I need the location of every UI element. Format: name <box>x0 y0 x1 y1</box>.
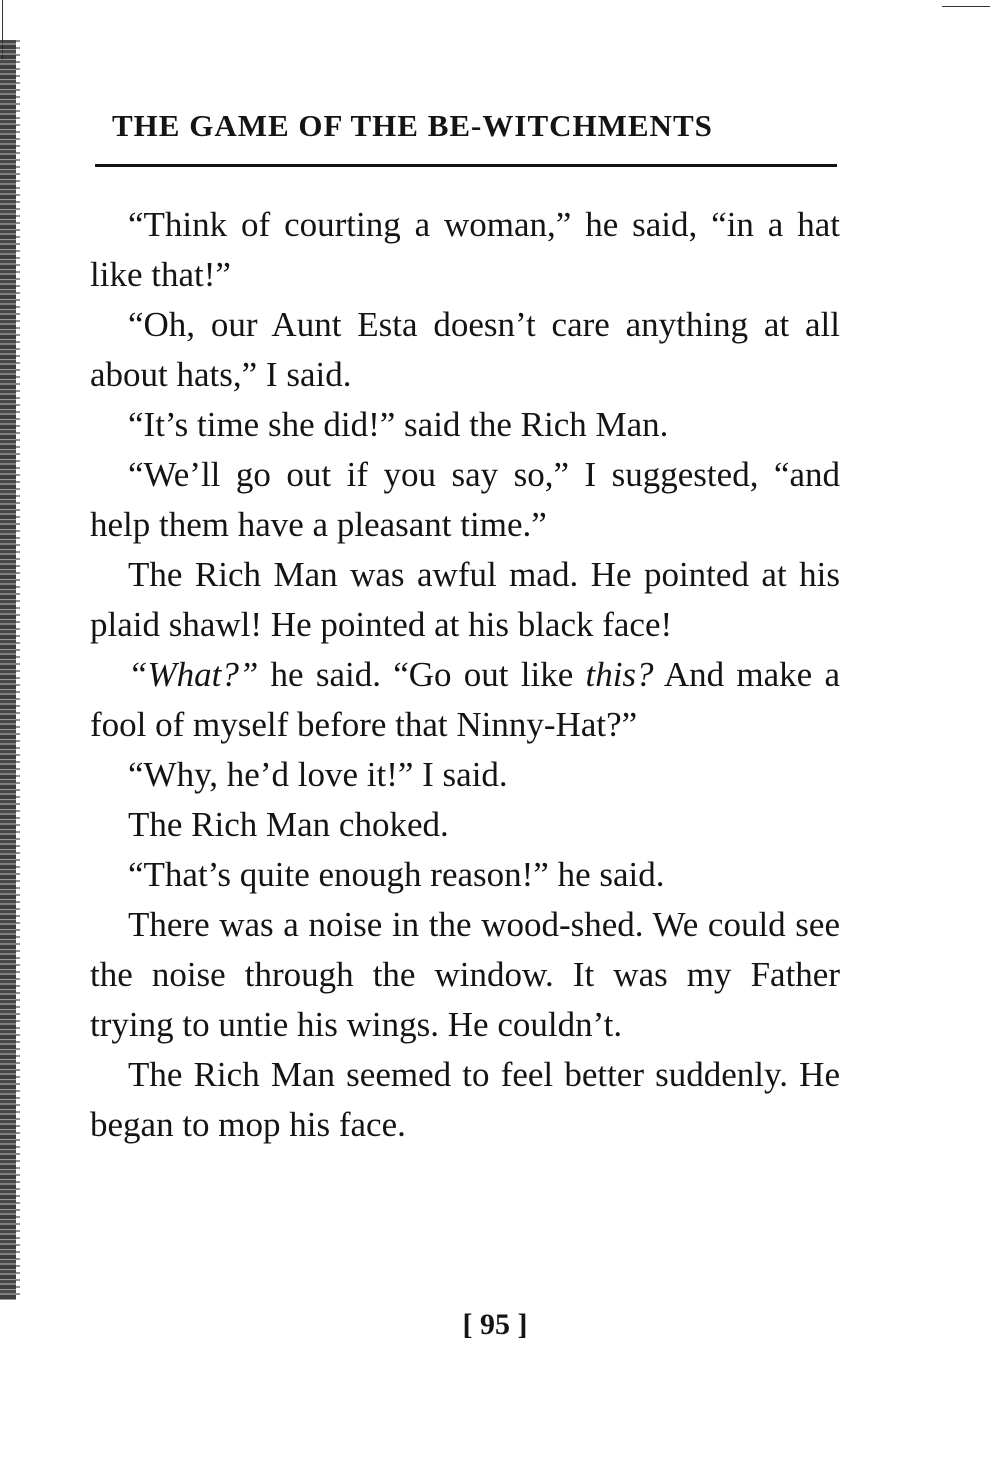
corner-rule <box>942 6 990 7</box>
paragraph: “That’s quite enough reason!” he said. <box>128 855 665 894</box>
paragraph: The Rich Man seemed to feel better suddenly. He began to mop his face. <box>90 1055 840 1144</box>
paragraph: “Think of courting a woman,” he said, “in a hat like that!” <box>90 205 840 294</box>
paragraph: “Why, he’d love it!” I said. <box>128 755 508 794</box>
paragraph: “It’s time she did!” said the Rich Man. <box>128 405 669 444</box>
page-number: [ 95 ] <box>462 1308 528 1341</box>
paragraph-text: he said. “Go out like <box>258 655 586 694</box>
body-text <box>90 200 840 1150</box>
paragraph-text: And make a fool of myself before that Ninny-Hat?” <box>90 655 840 744</box>
italic-text: this? <box>585 655 654 694</box>
paragraph: “Oh, our Aunt Esta doesn’t care anything at all about hats,” I said. <box>90 305 840 394</box>
paragraph: There was a noise in the wood-shed. We could see the noise through the window. It was my Father trying to untie his wings. He couldn’t. <box>90 905 840 1044</box>
paragraph: The Rich Man choked. <box>128 805 449 844</box>
paragraph: The Rich Man was awful mad. He pointed at his plaid shawl! He pointed at his black face! <box>90 555 840 644</box>
italic-text: “What?” <box>128 655 259 694</box>
header-rule <box>95 164 837 167</box>
binding-edge <box>0 40 16 1300</box>
paragraph <box>90 650 840 750</box>
paragraph: “We’ll go out if you say so,” I suggested, “and help them have a pleasant time.” <box>90 455 840 544</box>
running-head: THE GAME OF THE BE-WITCHMENTS <box>112 108 713 143</box>
